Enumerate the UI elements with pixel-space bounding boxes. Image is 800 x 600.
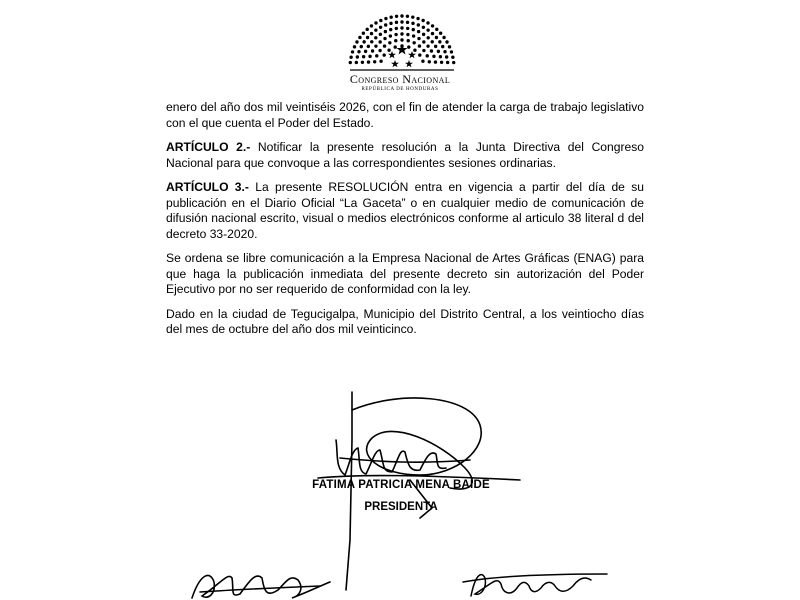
resolution-body (166, 100, 644, 347)
article-3-label: ARTÍCULO 3.- (166, 180, 249, 194)
paragraph-signing-place-date: Dado en la ciudad de Tegucigalpa, Municipio del Distrito Central, a los veintiocho días del mes de octubre del año dos mil veinticinco. (166, 306, 644, 336)
article-2-label: ARTÍCULO 2.- (166, 140, 251, 154)
organization-subtitle: REPÚBLICA DE HONDURAS (361, 87, 439, 92)
article-3 (166, 180, 644, 242)
paragraph-publication-order: Se ordena se libre comunicación a la Empresa Nacional de Artes Gráficas (ENAG) para que haga la publicación inmediata del presente decreto sin autorización del Poder Ejecutivo por no ser requerido de conformidad con la ley. (166, 251, 644, 296)
paragraph-intro: enero del año dos mil veintiséis 2026, con el fin de atender la carga de trabajo legislativo con el que cuenta el Poder del Estado. (166, 100, 644, 130)
article-2-text: Notificar la presente resolución a la Junta Directiva del Congreso Nacional para que convoque a las correspondientes sesiones ordinarias. (166, 140, 645, 170)
article-3-text: La presente RESOLUCIÓN entra en vigencia a partir del día de su publicación en el Diario Oficial “La Gaceta” o en cualquier medio de comunicación de difusión nacional escrito, visual o medios electrónicos conforme al articulo 38 literal d del decreto 33-2020. (166, 180, 644, 241)
secretary-signature-left (180, 560, 340, 600)
signatory-name: FATIMA PATRICIA MENA BAIDE (312, 479, 490, 491)
secretary-signature-right (455, 562, 615, 600)
article-2 (166, 140, 644, 171)
signatory-title: PRESIDENTA (364, 501, 438, 513)
organization-name: Congreso Nacional (349, 72, 451, 86)
